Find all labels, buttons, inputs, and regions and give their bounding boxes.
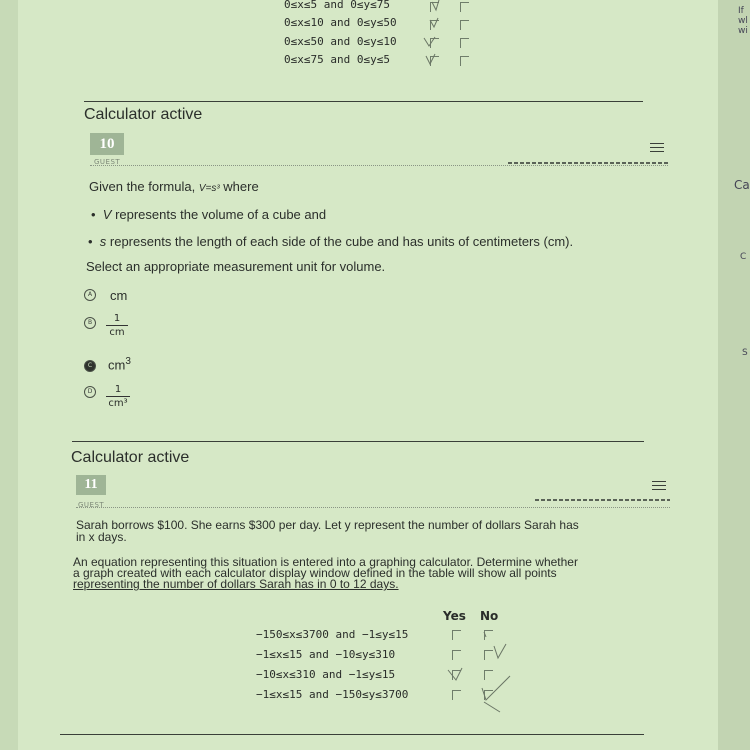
option-d-radio[interactable]: D [84,386,96,398]
option-d-fraction[interactable]: 1 cm³ [106,384,130,409]
column-header-no: No [480,609,499,623]
question-intro: Given the formula, V=s³ where [89,179,259,194]
bullet-item: • s represents the length of each side of the cube and has units of centimeters (cm). [88,234,574,249]
section-divider [60,734,644,735]
option-b-radio[interactable]: B [84,317,96,329]
check-mark-pencil [424,37,435,46]
margin-text: wl [738,16,748,26]
bullet-item: • V represents the volume of a cube and [91,207,327,222]
question-number-badge: 11 [76,475,106,495]
table-row-condition: 0≤x≤50 and 0≤y≤10 [284,35,397,48]
menu-icon[interactable] [650,143,664,155]
check-mark-pencil [430,18,438,27]
margin-text: If [738,6,744,16]
option-c-radio-selected[interactable]: C [84,360,96,372]
check-mark-pencil [432,0,439,10]
column-header-yes: Yes [443,609,466,623]
table-row-condition: −10≤x≤310 and −1≤y≤15 [256,668,396,681]
guest-label: GUEST [94,158,121,166]
page-left-edge [0,0,18,750]
table-row-condition: 0≤x≤10 and 0≤y≤50 [284,16,397,29]
check-mark-pencil [494,644,506,658]
check-mark-pencil [484,632,486,637]
check-mark-pencil [426,54,435,64]
question-number-badge: 10 [90,133,124,155]
guest-label: GUEST [78,501,105,509]
question-prompt: Select an appropriate measurement unit for volume. [86,259,386,274]
check-mark-pencil [448,668,462,680]
check-mark-pencil [484,702,500,712]
option-a-radio[interactable]: A [84,289,96,301]
next-page-edge [718,0,750,750]
section-divider [84,101,643,102]
option-c-label[interactable]: $cm^3$ [108,356,131,373]
table-row-condition: 0≤x≤75 and 0≤y≤5 [284,53,390,66]
section-title: Calculator active [84,106,203,123]
table-row-condition: 0≤x≤5 and 0≤y≤75 [284,0,390,11]
check-mark-pencil [482,676,510,700]
table-row-condition: −1≤x≤15 and −150≤y≤3700 [256,688,409,701]
dotted-divider [76,507,670,508]
progress-dashes [508,162,668,164]
pencil-marks [418,0,528,750]
margin-text: S [742,348,748,358]
option-b-fraction[interactable]: 1 cm [106,313,128,338]
question-paragraph: An equation representing this situation is entered into a graphing calculator. Determine whether a graph created with each calculator display window defined in the table will show all points representing the number of dollars Sarah has in 0 to 12 days. [73,555,578,591]
table-row-condition: −150≤x≤3700 and −1≤y≤15 [256,628,409,641]
margin-text: Ca [734,178,750,192]
margin-text: wi [738,26,748,36]
question-paragraph: Sarah borrows $100. She earns $300 per day. Let y represent the number of dollars Sarah has in x days. [76,518,579,544]
option-a-label[interactable]: cm [110,288,128,303]
table-row-condition: −1≤x≤15 and −10≤y≤310 [256,648,396,661]
menu-icon[interactable] [652,481,666,493]
section-divider [72,441,644,442]
section-title: Calculator active [71,449,190,466]
margin-text: C [740,252,747,262]
progress-dashes [535,499,670,501]
dotted-divider [90,165,668,166]
